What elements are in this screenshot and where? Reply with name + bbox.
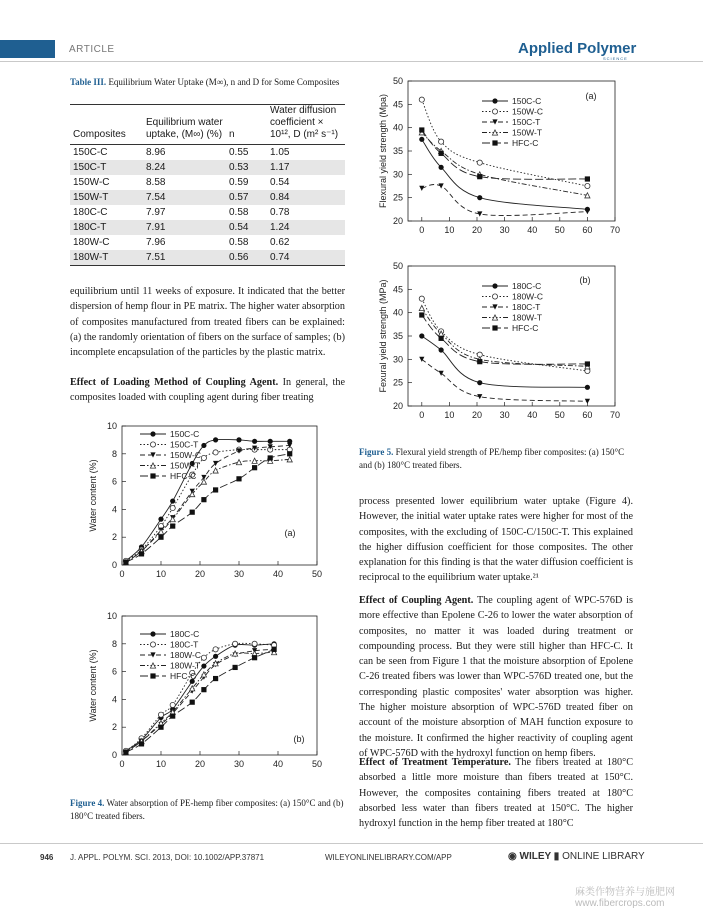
data-point	[213, 654, 218, 659]
data-point	[201, 455, 206, 460]
data-point	[170, 505, 175, 510]
legend-marker	[150, 473, 155, 478]
data-point	[158, 712, 163, 717]
series-line	[126, 454, 290, 562]
series-line	[422, 185, 588, 216]
table-cell: 8.24	[143, 160, 226, 175]
figure-4-caption	[70, 797, 348, 823]
data-point	[477, 380, 482, 385]
table-label: Table III.	[70, 77, 107, 87]
figure-4b-chart	[85, 605, 335, 795]
x-tick-label: 10	[444, 410, 455, 420]
legend-marker	[492, 98, 497, 103]
data-point	[213, 450, 218, 455]
section-heading: Effect of Coupling Agent.	[359, 595, 474, 606]
citation: J. APPL. POLYM. SCI. 2013, DOI: 10.1002/APP.37871	[70, 853, 265, 862]
x-tick-label: 50	[311, 569, 323, 579]
panel-label: (b)	[293, 734, 305, 744]
table-cell: 0.58	[229, 237, 249, 248]
page-number: 946	[40, 853, 54, 862]
table-row	[70, 175, 345, 190]
section-heading: Effect of Treatment Temperature.	[359, 757, 511, 768]
x-tick-label: 20	[471, 410, 483, 420]
data-point	[213, 437, 218, 442]
table-header-cell: n	[226, 105, 267, 145]
table-cell: 0.53	[226, 160, 267, 175]
table-cell: 0.56	[226, 250, 267, 266]
y-tick-label: 2	[111, 532, 117, 543]
legend-label: 150C-T	[512, 117, 541, 127]
data-point	[170, 713, 175, 718]
y-axis-label: Water content (%)	[88, 459, 98, 532]
book-icon: ▮	[553, 851, 560, 862]
series-line	[422, 132, 588, 195]
y-tick-label: 4	[111, 504, 117, 515]
series-line	[422, 139, 588, 209]
legend-marker	[492, 283, 497, 288]
y-tick-label: 2	[111, 722, 117, 733]
x-tick-label: 40	[527, 410, 538, 420]
y-tick-label: 25	[392, 192, 403, 203]
figure-5a-chart	[375, 72, 625, 257]
data-point	[585, 209, 590, 214]
legend-label: 180W-T	[512, 312, 543, 323]
y-tick-label: 8	[111, 638, 117, 649]
series-line	[422, 127, 588, 179]
legend-label: 150W-C	[512, 106, 544, 117]
data-point	[123, 560, 128, 565]
table-cell: 0.55	[229, 147, 249, 158]
data-point	[419, 97, 424, 102]
watermark: 麻类作物营养与施肥网 www.fibercrops.com	[575, 887, 675, 909]
x-tick-label: 40	[272, 759, 284, 769]
y-tick-label: 35	[392, 331, 403, 341]
table-header-cell: Equilibrium water uptake, (M∞) (%)	[143, 105, 226, 145]
table-body	[70, 145, 345, 266]
journal-logo: Applied Polymer	[518, 40, 637, 57]
table-cell: 0.59	[229, 177, 249, 188]
legend-marker	[492, 294, 497, 299]
data-point	[585, 399, 590, 404]
data-point	[236, 437, 241, 442]
data-point	[477, 160, 482, 165]
legend-marker	[150, 642, 155, 647]
table-cell: 7.54	[143, 190, 226, 205]
x-tick-label: 50	[554, 410, 565, 420]
figure-5b-chart	[375, 257, 625, 442]
series-line	[422, 299, 588, 371]
data-point	[419, 312, 424, 317]
y-tick-label: 45	[392, 99, 403, 110]
wiley-icon: ◉	[508, 851, 517, 862]
legend-marker	[150, 631, 155, 636]
data-point	[139, 741, 144, 746]
legend-label: 180W-T	[170, 660, 201, 671]
table-row	[70, 250, 345, 266]
table-row	[70, 190, 345, 205]
series-line	[422, 359, 588, 401]
data-point	[139, 551, 144, 556]
data-point	[272, 647, 277, 652]
legend-label: 150W-T	[170, 460, 201, 471]
table-iii	[70, 104, 345, 266]
section-color-bar	[0, 40, 55, 58]
x-tick-label: 30	[233, 759, 245, 769]
data-point	[201, 443, 206, 448]
data-point	[268, 455, 273, 460]
data-point	[201, 497, 206, 502]
legend-label: 150C-C	[512, 96, 542, 106]
y-tick-label: 8	[111, 448, 117, 459]
data-point	[439, 165, 444, 170]
table-cell: 0.84	[267, 190, 345, 205]
footer-rule	[0, 843, 703, 844]
section-label: ARTICLE	[69, 44, 115, 55]
publisher-logo	[508, 851, 645, 862]
table-cell: 0.54	[226, 220, 267, 235]
y-tick-label: 20	[392, 216, 403, 226]
data-point	[439, 139, 444, 144]
table-cell: 7.91	[143, 220, 226, 235]
data-point	[123, 750, 128, 755]
y-tick-label: 10	[106, 611, 117, 621]
data-point	[477, 174, 482, 179]
panel-label: (b)	[579, 275, 591, 285]
table-caption	[70, 76, 345, 88]
x-tick-label: 30	[233, 569, 245, 579]
table-row	[70, 235, 345, 250]
header-rule	[0, 61, 703, 62]
y-tick-label: 30	[392, 169, 403, 180]
plot-frame	[122, 616, 317, 755]
series-line	[126, 449, 290, 560]
figure-label: Figure 5.	[359, 447, 394, 457]
data-point	[158, 517, 163, 522]
data-point	[477, 359, 482, 364]
data-point	[201, 687, 206, 692]
table-cell: 150C-T	[70, 160, 143, 175]
x-tick-label: 20	[194, 759, 206, 769]
data-point	[419, 305, 424, 310]
figure-5-caption	[359, 446, 634, 472]
table-cell: 0.57	[226, 190, 267, 205]
legend-label: 180C-C	[512, 281, 542, 291]
table-cell: 8.96	[146, 147, 166, 158]
legend-label: HFC-C	[170, 471, 197, 481]
data-point	[585, 361, 590, 366]
figure-label: Figure 4.	[70, 798, 105, 808]
data-point	[439, 336, 444, 341]
y-tick-label: 10	[106, 421, 117, 431]
table-cell: 7.96	[146, 237, 166, 248]
y-tick-label: 0	[111, 560, 117, 570]
data-point	[213, 676, 218, 681]
x-tick-label: 10	[155, 569, 167, 579]
data-point	[170, 702, 175, 707]
table-row	[70, 220, 345, 235]
data-point	[477, 195, 482, 200]
legend-label: 180C-T	[170, 639, 199, 650]
legend-label: 180W-C	[170, 650, 202, 660]
data-point	[233, 665, 238, 670]
data-point	[252, 641, 257, 646]
data-point	[419, 333, 424, 338]
y-axis-label: Water content (%)	[88, 649, 98, 722]
y-tick-label: 40	[392, 307, 403, 318]
legend-marker	[150, 431, 155, 436]
x-tick-label: 0	[419, 410, 425, 420]
table-header-cell: Composites	[70, 105, 143, 145]
x-tick-label: 30	[499, 225, 510, 235]
data-point	[190, 700, 195, 705]
data-point	[158, 725, 163, 730]
table-cell: 0.54	[270, 177, 290, 188]
data-point	[158, 535, 163, 540]
table-cell: 0.62	[270, 237, 290, 248]
x-tick-label: 70	[609, 410, 621, 420]
legend-label: HFC-C	[512, 323, 539, 333]
table-cell: 180W-C	[73, 237, 110, 248]
data-point	[439, 151, 444, 156]
data-point	[252, 465, 257, 470]
x-tick-label: 10	[444, 225, 455, 235]
legend-marker	[150, 442, 155, 447]
table-cell: 1.17	[267, 160, 345, 175]
y-tick-label: 50	[392, 76, 403, 86]
legend-marker	[150, 673, 155, 678]
x-tick-label: 40	[272, 569, 284, 579]
panel-label: (a)	[585, 91, 597, 101]
table-cell: 150W-T	[70, 190, 143, 205]
paragraph-text: The coupling agent of WPC-576D is more effective than Epolene C-26 to lower the water absorption of composites, no matter it was loaded during treatment or compounding process. But they were still higher than HFC-C. It can be seen from Figure 1 that the moisture absorption of Epolene C-26 treated fibers was lower than WPC-576D treated one, but the corresponding plastic composites' water absorption was higher. The higher moisture absorption of WPC-576D treated fiber on account of the moisture absorption of MAH function exposure to the moisture. It confirmed the higher reactivity of coupling agent of WPC-576D with the hydroxyl function on hemp fibers.	[359, 595, 633, 759]
legend-label: 150W-T	[512, 127, 543, 138]
data-point	[419, 137, 424, 142]
legend-label: HFC-C	[512, 138, 539, 148]
y-tick-label: 4	[111, 694, 117, 705]
table-cell: 1.05	[270, 147, 290, 158]
table-cell: 0.74	[267, 250, 345, 266]
y-tick-label: 25	[392, 377, 403, 388]
data-point	[585, 385, 590, 390]
table-cell: 180C-C	[73, 207, 108, 218]
x-tick-label: 60	[582, 225, 593, 235]
x-tick-label: 40	[527, 225, 538, 235]
table-cell: 1.24	[267, 220, 345, 235]
table-cell: 180W-T	[70, 250, 143, 266]
table-cell: 150C-C	[73, 147, 108, 158]
y-tick-label: 50	[392, 261, 403, 271]
legend-marker	[492, 325, 497, 330]
table-cell: 7.97	[146, 207, 166, 218]
data-point	[213, 468, 218, 473]
y-tick-label: 6	[111, 666, 117, 677]
table-cell: 150W-C	[73, 177, 110, 188]
x-tick-label: 0	[119, 569, 125, 579]
data-point	[236, 476, 241, 481]
table-cell: 180C-T	[70, 220, 143, 235]
paragraph-text: The fibers treated at 180°C absorbed a little more moisture than fibers treated at 150°C. However, the composites containing fibers treated at 180°C absorbed less water than fibers treated at 150°C. The higher hydroxyl function in the hemp fiber treated at 180°C	[359, 757, 633, 830]
section-heading: Effect of Loading Method of Coupling Agent.	[70, 377, 279, 388]
y-axis-label: Fexural yield strength (MPa)	[378, 279, 388, 393]
y-tick-label: 6	[111, 476, 117, 487]
table-cell: 7.51	[143, 250, 226, 266]
data-point	[213, 647, 218, 652]
series-line	[422, 312, 588, 364]
data-point	[190, 510, 195, 515]
data-point	[233, 641, 238, 646]
data-point	[213, 487, 218, 492]
x-tick-label: 10	[155, 759, 167, 769]
data-point	[170, 498, 175, 503]
x-tick-label: 50	[311, 759, 323, 769]
legend-marker	[492, 109, 497, 114]
data-point	[287, 451, 292, 456]
data-point	[419, 127, 424, 132]
table-row	[70, 205, 345, 220]
x-tick-label: 30	[499, 410, 510, 420]
x-tick-label: 0	[419, 225, 425, 235]
figure-4a-chart	[85, 415, 335, 605]
panel-label: (a)	[284, 528, 296, 538]
figure-caption-text: Flexural yield strength of PE/hemp fiber composites: (a) 150°C and (b) 180°C treated fibers.	[359, 447, 625, 470]
x-tick-label: 0	[119, 759, 125, 769]
publisher-name: WILEY	[519, 851, 551, 862]
table-row	[70, 145, 345, 161]
x-tick-label: 70	[609, 225, 621, 235]
journal-logo-sub: SCIENCE	[603, 56, 628, 61]
legend-label: 180C-C	[170, 629, 200, 639]
y-tick-label: 30	[392, 354, 403, 365]
data-point	[268, 439, 273, 444]
table-cell: 8.58	[146, 177, 166, 188]
table-header-cell: Water diffusion coefficient × 10¹², D (m² s⁻¹)	[267, 105, 345, 145]
y-tick-label: 0	[111, 750, 117, 760]
x-tick-label: 50	[554, 225, 565, 235]
data-point	[585, 176, 590, 181]
data-point	[439, 183, 444, 188]
data-point	[252, 655, 257, 660]
legend-label: 180C-T	[512, 302, 541, 312]
data-point	[252, 439, 257, 444]
legend-label: 150C-T	[170, 439, 199, 450]
x-tick-label: 20	[471, 225, 483, 235]
data-point	[170, 523, 175, 528]
data-point	[585, 183, 590, 188]
legend-label: 150W-C	[170, 450, 202, 460]
body-paragraph	[70, 375, 345, 406]
table-caption-text: Equilibrium Water Uptake (M∞), n and D for Some Composites	[108, 77, 340, 87]
table-row	[70, 160, 345, 175]
table-cell: 0.78	[270, 207, 290, 218]
series-line	[126, 445, 290, 562]
data-point	[419, 186, 424, 191]
x-tick-label: 20	[194, 569, 206, 579]
y-tick-label: 35	[392, 146, 403, 156]
journal-url: WILEYONLINELIBRARY.COM/APP	[325, 853, 452, 862]
legend-marker	[492, 140, 497, 145]
table-cell: 0.58	[229, 207, 249, 218]
y-tick-label: 20	[392, 401, 403, 411]
y-tick-label: 45	[392, 284, 403, 295]
body-paragraph	[359, 593, 633, 761]
body-paragraph: process presented lower equilibrium water uptake (Figure 4). However, the initial water uptake rates were higher for most of the composites, with the excluding of 150C-C/150C-T. This explained the higher diffusion coefficient for those composites. The other explanation for this finding is that the water diffusion coefficient is reciprocal to the equilibrium water uptake.²¹	[359, 496, 633, 584]
data-point	[201, 663, 206, 668]
y-tick-label: 40	[392, 122, 403, 133]
data-point	[439, 347, 444, 352]
data-point	[419, 296, 424, 301]
legend-label: 150C-C	[170, 429, 200, 439]
figure-caption-text: Water absorption of PE-hemp fiber composites: (a) 150°C and (b) 180°C treated fibers.	[70, 798, 344, 821]
legend-label: HFC-C	[170, 671, 197, 681]
legend-label: 180W-C	[512, 291, 544, 302]
library-name: ONLINE LIBRARY	[562, 851, 645, 862]
data-point	[201, 655, 206, 660]
y-axis-label: Flexural yield strength (Mpa)	[378, 93, 388, 209]
body-paragraph	[359, 755, 633, 831]
body-paragraph: equilibrium until 11 weeks of exposure. It indicated that the better dispersion of hemp flour in PE matrix. The higher water absorption of composites manufactured from treated fibers can be explained: (a) the randomly orientation of fibers on the surface of samples; (b) incomplete encapsulation of the particles by the plastic matrix.	[70, 286, 345, 359]
paragraph-text: In general, the composites loaded with coupling agent during fiber treating	[70, 377, 345, 404]
table-header-row	[70, 105, 345, 145]
x-tick-label: 60	[582, 410, 593, 420]
